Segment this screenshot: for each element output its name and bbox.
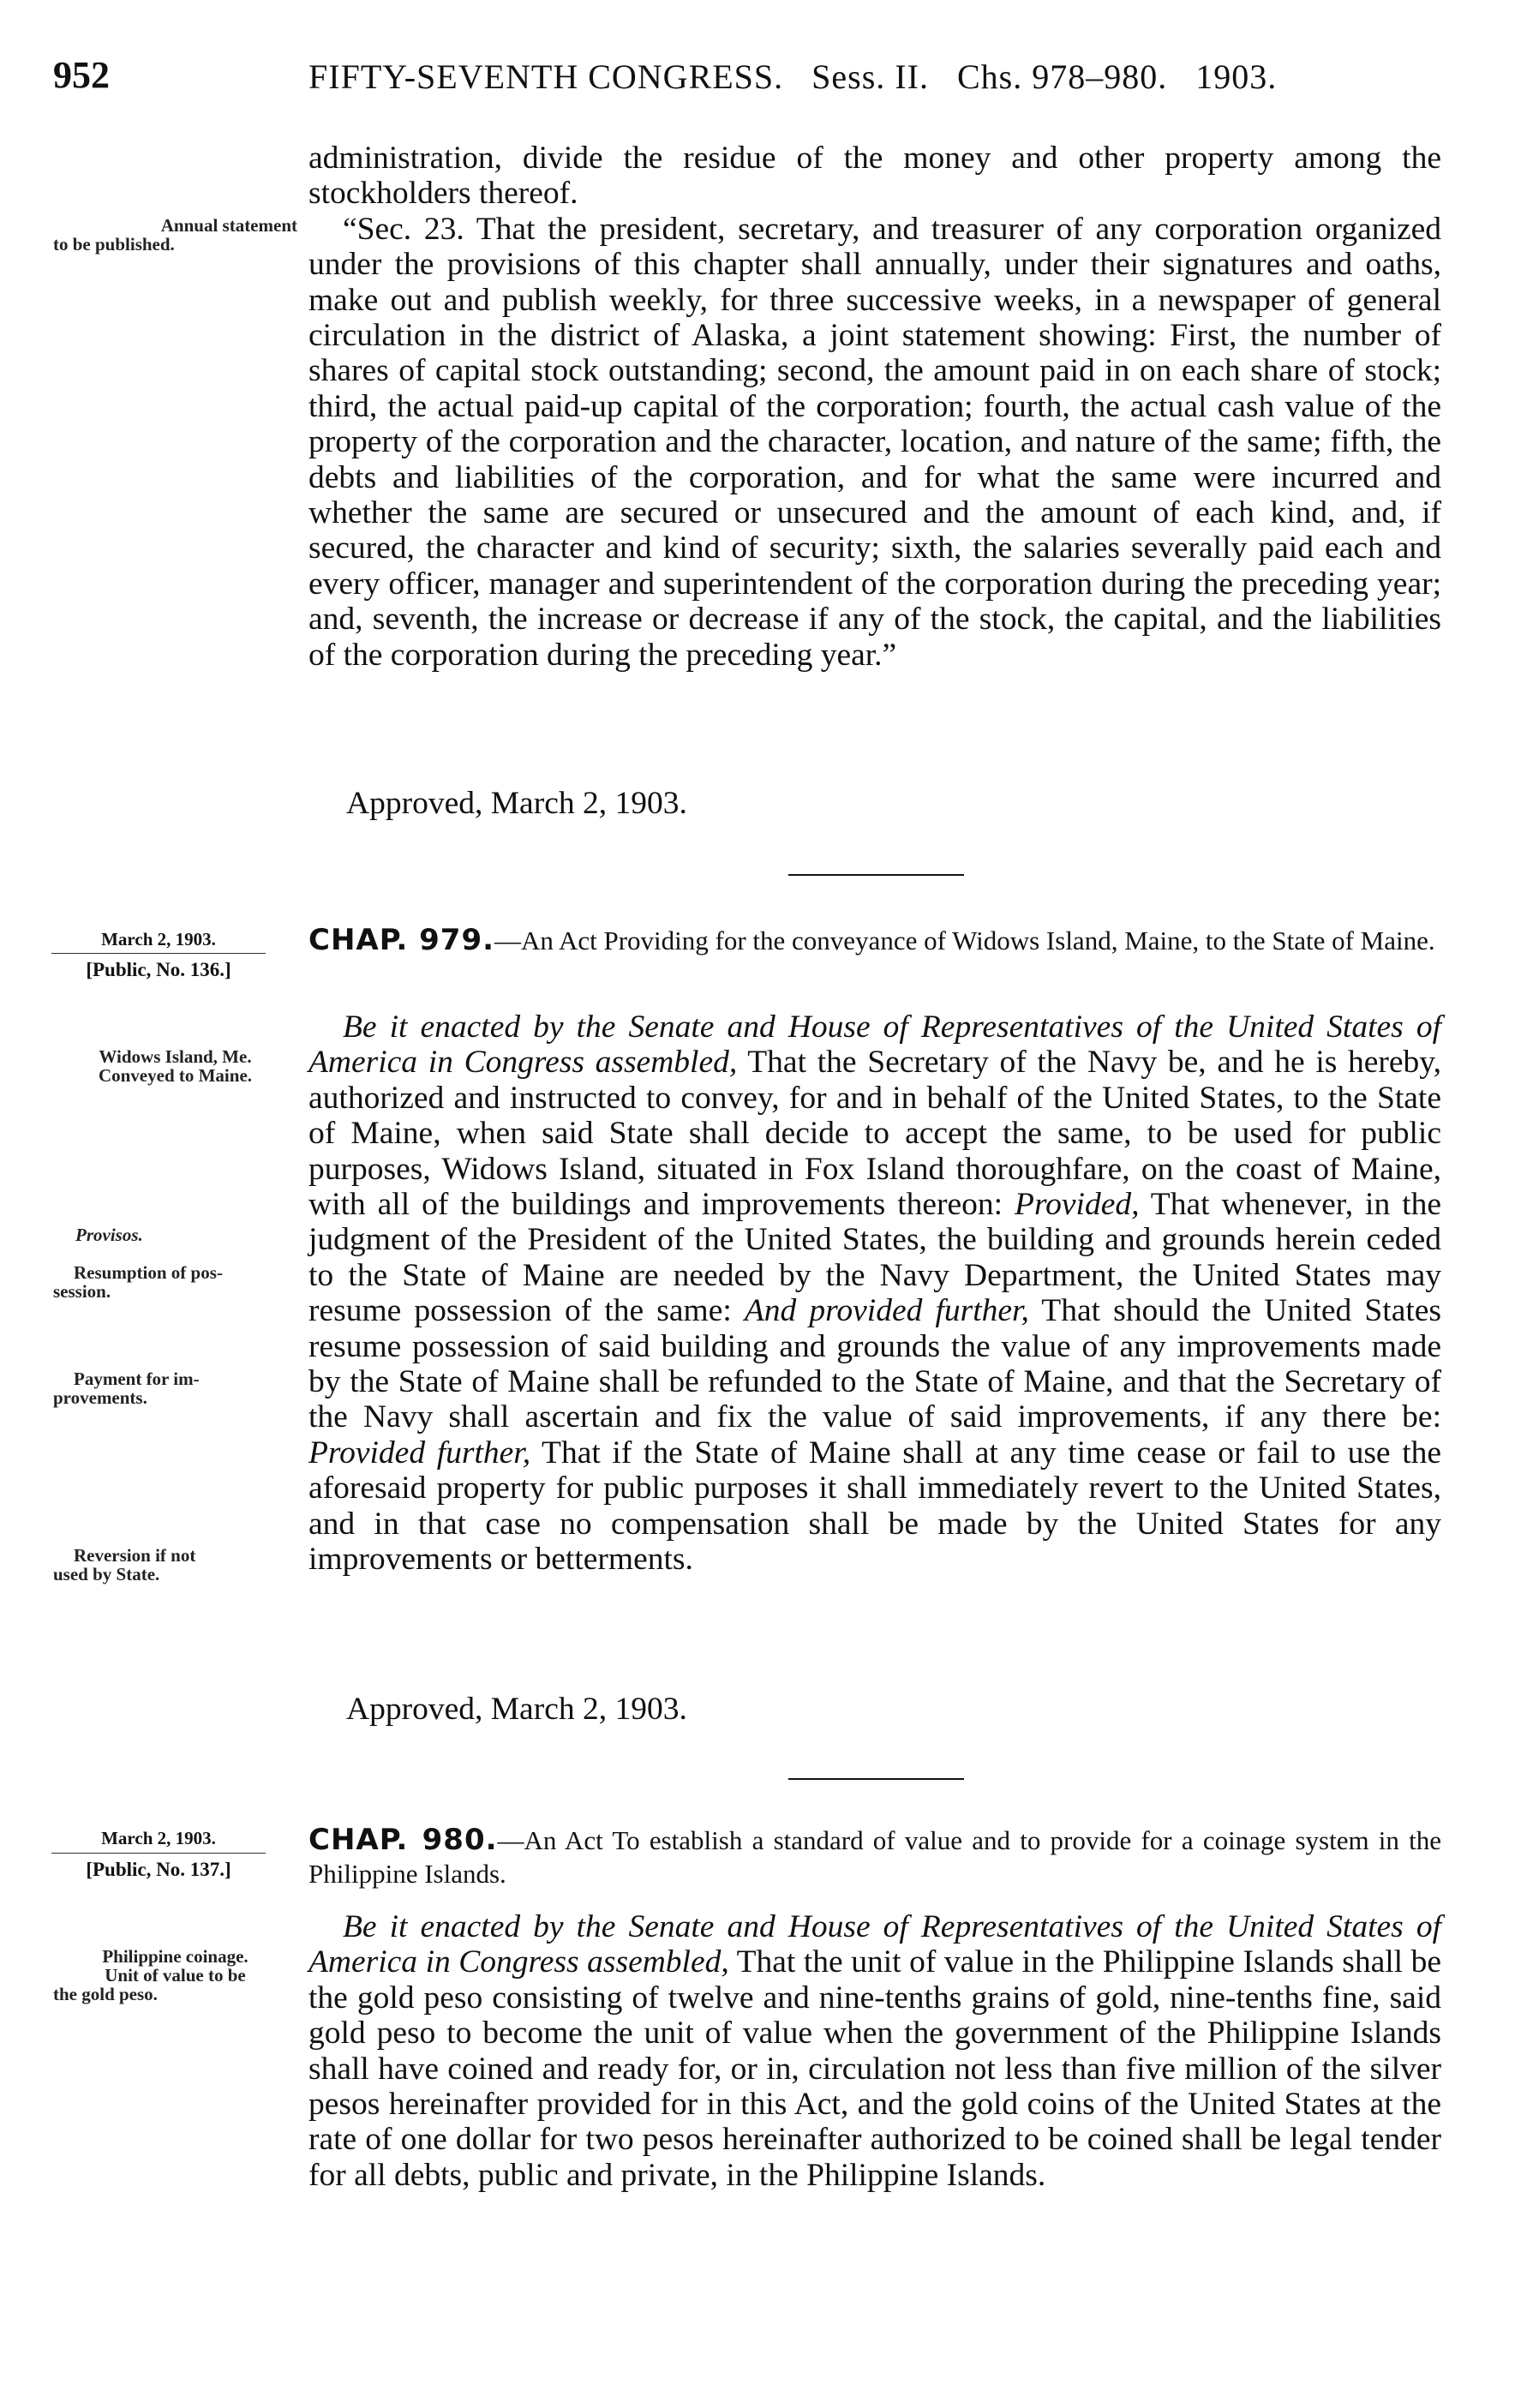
margin-payment-line-1: Payment for im-	[74, 1369, 200, 1389]
section-23-paragraph	[308, 212, 1441, 673]
ch979-text-4: That if the State of Maine shall at any time cease or fail to use the aforesaid property for public purposes it shall immediately revert to the United States, and in that case no compensation shall be made by the United States for any improvements or betterments.	[308, 1435, 1442, 1578]
margin-payment-line-2: provements.	[53, 1387, 147, 1408]
chap-979-title: —An Act Providing for the conveyance of Widows Island, Maine, to the State of Maine.	[494, 925, 1435, 955]
enacting-clause-980: Be it enacted by the Senate and House of Representatives of the United States of America in Congress assembled,	[308, 1909, 1441, 1980]
ch979-and-provided: And provided further,	[744, 1293, 1029, 1329]
chapter-980-paragraph	[308, 1909, 1441, 2193]
margin-note-provisos: Provisos.	[75, 1225, 143, 1245]
continuation-paragraph: administration, divide the residue of the money and other property among the stockholders thereof.	[308, 141, 1441, 212]
margin-note-annual-statement	[53, 216, 297, 254]
margin-note-widows-island	[53, 1047, 297, 1085]
running-header	[0, 53, 1521, 113]
chapter-980-heading	[308, 1824, 1441, 1890]
margin-resumption-line-2: session.	[53, 1281, 111, 1302]
section-divider	[788, 874, 964, 876]
margin-widows-line-2: Conveyed to Maine.	[98, 1065, 253, 1086]
chapter-979-body	[308, 1009, 1441, 1578]
chap-980-title: —An Act To establish a standard of value and to provide for a coinage system in the Philippine Islands.	[308, 1825, 1442, 1889]
margin-phil-line-2: Unit of value to be	[105, 1965, 246, 1986]
running-head-text	[308, 57, 1277, 97]
approved-978: Approved, March 2, 1903.	[346, 786, 687, 821]
chapters-range: Chs. 978–980.	[956, 57, 1168, 96]
approved-979: Approved, March 2, 1903.	[346, 1692, 687, 1727]
chap-980-label: CHAP. 980.	[308, 1823, 498, 1857]
page-number: 952	[53, 54, 110, 96]
margin-reversion-line-1: Reversion if not	[74, 1545, 196, 1566]
margin-widows-line-1: Widows Island, Me.	[99, 1046, 252, 1067]
margin-resumption-line-1: Resumption of pos-	[74, 1262, 223, 1283]
margin-note-payment	[53, 1369, 297, 1407]
public-law-note-979: [Public, No. 136.]	[51, 953, 266, 981]
margin-note-philippine-coinage	[53, 1947, 297, 2004]
margin-annual-line-2: to be published.	[53, 234, 175, 255]
margin-annual-line-1: Annual statement	[160, 215, 297, 236]
margin-phil-line-3: the gold peso.	[53, 1984, 158, 2004]
ch980-text-1: That the unit of value in the Philippine Islands shall be the gold peso consisting of twelve and nine-tenths grains of gold, nine-tenths fine, said gold peso to become the unit of value when the government of the Philippine Islands shall have coined and ready for, or in, circulation not less than five million of the silver pesos hereinafter provided for in this Act, and the gold coins of the United States at the rate of one dollar for two pesos hereinafter authorized to be coined shall be legal tender for all debts, public and private, in the Philippine Islands.	[308, 1944, 1441, 2193]
session: Sess. II.	[811, 57, 929, 96]
margin-reversion-line-2: used by State.	[53, 1564, 160, 1584]
public-law-note-980: [Public, No. 137.]	[51, 1853, 266, 1881]
chapter-980-body	[308, 1909, 1441, 2193]
chapter-978-body	[308, 141, 1441, 673]
margin-note-resumption	[53, 1263, 297, 1301]
ch979-text-2: That whenever, in the judgment of the President of the United States, the building and grounds herein ceded to the State of Maine are needed by the Navy Department, the United States may resume possession of the same:	[308, 1187, 1441, 1329]
enacting-clause-979: Be it enacted by the Senate and House of Representatives of the United States of America in Congress assembled,	[308, 1009, 1441, 1081]
date-note-980: March 2, 1903.	[101, 1828, 216, 1848]
congress-title: FIFTY-SEVENTH CONGRESS.	[308, 57, 784, 96]
margin-note-reversion	[53, 1546, 297, 1584]
year: 1903.	[1195, 57, 1278, 96]
ch979-provided-further: Provided further,	[308, 1435, 531, 1471]
ch979-provided: Provided,	[1015, 1187, 1140, 1223]
date-note-979: March 2, 1903.	[101, 929, 216, 949]
section-23-label: “Sec. 23.	[343, 211, 464, 247]
chapter-979-heading	[308, 924, 1441, 957]
chapter-979-paragraph	[308, 1009, 1441, 1578]
section-divider	[788, 1778, 964, 1780]
ch979-text-1: That the Secretary of the Navy be, and he is hereby, authorized and instructed to convey, for and in behalf of the United States, to the State of Maine, when said State shall decide to accept the same, to be used for public purposes, Widows Island, situated in Fox Island thoroughfare, on the coast of Maine, with all of the buildings and improvements thereon:	[308, 1045, 1442, 1223]
section-23-text: That the president, secretary, and treasurer of any corporation organized under the provisions of this chapter shall annually, under their signatures and oaths, make out and publish weekly, for three successive weeks, in a newspaper of general circulation in the district of Alaska, a joint statement showing: First, the number of shares of capital stock outstanding; second, the amount paid in on each share of stock; third, the actual paid-up capital of the corporation; fourth, the actual cash value of the property of the corporation and the character, location, and nature of the same; fifth, the debts and liabilities of the corporation, and for what the same were incurred and whether the same are secured or unsecured and the amount of each kind, and, if secured, the character and kind of security; sixth, the salaries severally paid each and every officer, manager and superintendent of the corporation during the preceding year; and, seventh, the increase or decrease if any of the stock, the capital, and the liabilities of the corporation during the preceding year.”	[308, 211, 1442, 673]
ch979-text-3: That should the United States resume possession of said building and grounds the value of any improvements made by the State of Maine shall be refunded to the State of Maine, and that the Secretary of the Navy shall ascertain and fix the value of said improvements, if any there be:	[308, 1293, 1442, 1435]
chap-979-label: CHAP. 979.	[308, 923, 495, 957]
margin-phil-line-1: Philippine coinage.	[102, 1946, 249, 1967]
